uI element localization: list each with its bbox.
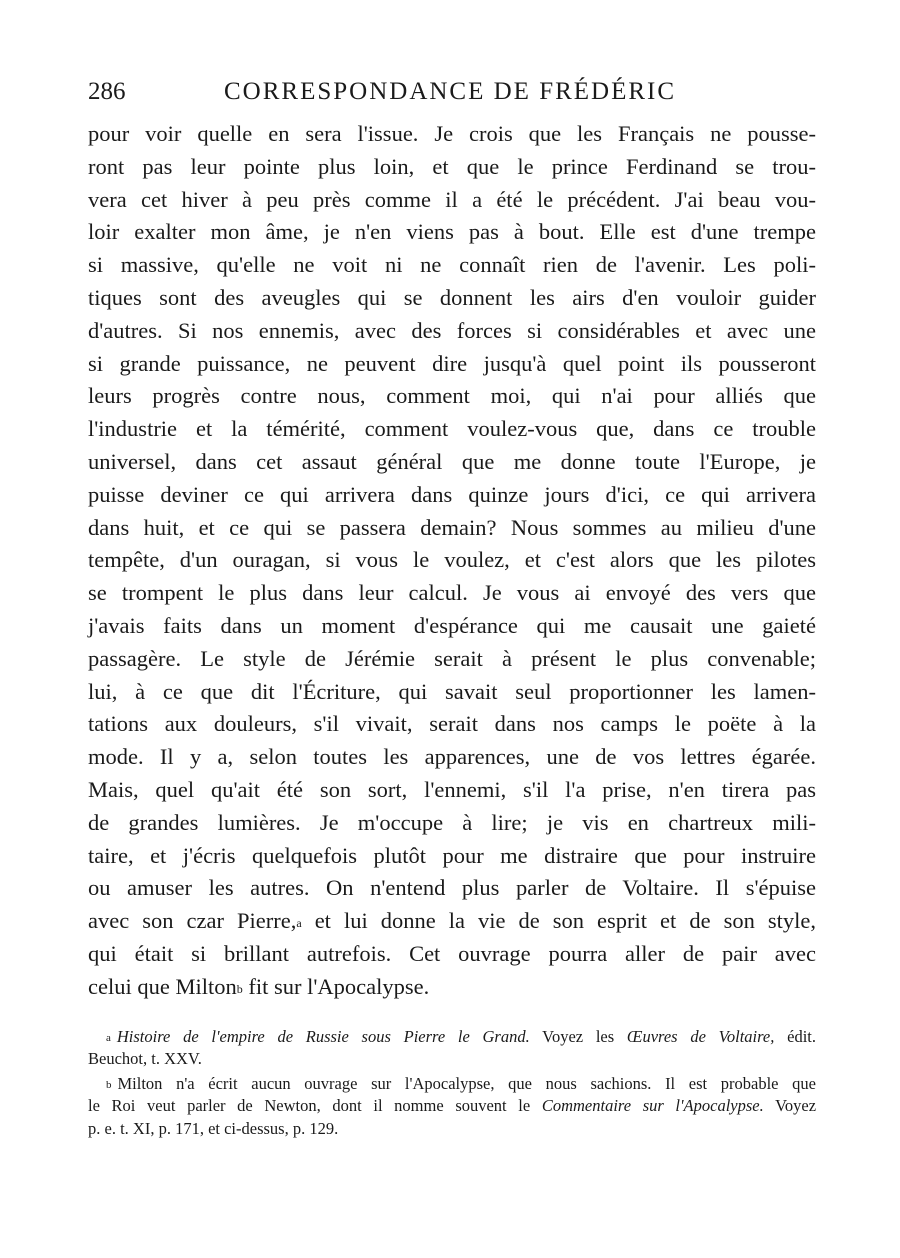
footnote-b — [88, 1073, 816, 1141]
book-page — [88, 78, 816, 1140]
footnote-text: Voyez — [763, 1096, 817, 1116]
text-line: leurs progrès contre nous, comment moi, qui n'ai pour alliés que — [88, 383, 816, 409]
text-line: lui, à ce que dit l'Écriture, qui savait seul proportionner les lamen- — [88, 678, 816, 704]
text-line: d'autres. Si nos ennemis, avec des forces si considérables et avec une — [88, 317, 816, 343]
text-line: si massive, qu'elle ne voit ni ne connaît rien de l'avenir. Les poli- — [88, 252, 816, 278]
text-line: vera cet hiver à peu près comme il a été le précédent. J'ai beau vou- — [88, 186, 816, 212]
text-segment: et lui donne la vie de son esprit et de son style, — [301, 908, 816, 934]
footnote-text: Milton n'a écrit aucun ouvrage sur l'Apocalypse, que nous sachions. Il est probable que — [117, 1073, 816, 1093]
footnote-italic: Histoire de l'empire de Russie sous Pierre le Grand. — [116, 1026, 530, 1046]
footnote-mark: a — [106, 1031, 111, 1044]
footnote-line — [88, 1073, 816, 1096]
footnote-ref-a[interactable]: a — [296, 916, 302, 931]
text-line: tempête, d'un ouragan, si vous le voulez, et c'est alors que les pilotes — [88, 547, 816, 573]
text-line: si grande puissance, ne peuvent dire jusqu'à quel point ils pousseront — [88, 350, 816, 376]
page-number: 286 — [88, 78, 126, 105]
text-line: puisse deviner ce qui arrivera dans quinze jours d'ici, ce qui arrivera — [88, 481, 816, 507]
footnote-line: p. e. t. XI, p. 171, et ci-dessus, p. 129. — [88, 1118, 339, 1138]
footnote-a — [88, 1026, 816, 1071]
text-line-with-footnote-b — [88, 971, 816, 1004]
text-line: dans huit, et ce qui se passera demain? Nous sommes au milieu d'une — [88, 514, 816, 540]
footnote-text: Voyez les — [529, 1026, 627, 1046]
footnote-line: Beuchot, t. XXV. — [88, 1049, 202, 1069]
text-segment: avec son czar Pierre, — [88, 908, 297, 934]
text-line: qui était si brillant autrefois. Cet ouvrage pourra aller de pair avec — [88, 940, 816, 966]
footnote-italic: Commentaire sur l'Apocalypse. — [541, 1096, 764, 1116]
text-line: loir exalter mon âme, je n'en viens pas à bout. Elle est d'une trempe — [88, 219, 816, 245]
footnote-text: édit. — [774, 1026, 816, 1046]
text-line: j'avais faits dans un moment d'espérance qui me causait une gaieté — [88, 612, 816, 638]
footnote-line — [88, 1095, 816, 1118]
text-line: taire, et j'écris quelquefois plutôt pour me distraire que pour instruire — [88, 842, 816, 868]
footnote-italic: Œuvres de Voltaire, — [626, 1026, 775, 1046]
text-line: se trompent le plus dans leur calcul. Je vous ai envoyé des vers que — [88, 580, 816, 606]
text-segment: celui que Milton — [88, 973, 237, 999]
footnote-line — [88, 1026, 816, 1049]
footnote-text: le Roi veut parler de Newton, dont il nomme souvent le — [88, 1096, 542, 1116]
body-text — [88, 118, 816, 1004]
text-line: universel, dans cet assaut général que me donne toute l'Europe, je — [88, 448, 816, 474]
text-line: de grandes lumières. Je m'occupe à lire; je vis en chartreux mili- — [88, 809, 816, 835]
text-line: tations aux douleurs, s'il vivait, serait dans nos camps le poëte à la — [88, 711, 816, 737]
text-segment: fit sur l'Apocalypse. — [242, 973, 430, 999]
footnote-ref-b[interactable]: b — [236, 981, 243, 996]
text-line: Mais, quel qu'ait été son sort, l'ennemi, s'il l'a prise, n'en tirera pas — [88, 776, 816, 802]
text-line: mode. Il y a, selon toutes les apparences, une de vos lettres égarée. — [88, 744, 816, 770]
footnote-mark: b — [106, 1078, 112, 1091]
running-head — [88, 78, 816, 114]
text-line: l'industrie et la témérité, comment voulez-vous que, dans ce trouble — [88, 416, 816, 442]
text-line-with-footnote-a — [88, 905, 816, 938]
text-line: ou amuser les autres. On n'entend plus parler de Voltaire. Il s'épuise — [88, 875, 816, 901]
running-title: CORRESPONDANCE DE FRÉDÉRIC — [224, 78, 677, 105]
footnotes — [88, 1026, 816, 1141]
text-line: passagère. Le style de Jérémie serait à présent le plus convenable; — [88, 645, 816, 671]
text-line: tiques sont des aveugles qui se donnent les airs d'en vouloir guider — [88, 284, 816, 310]
text-line: pour voir quelle en sera l'issue. Je crois que les Français ne pousse- — [88, 121, 816, 146]
text-line: ront pas leur pointe plus loin, et que le prince Ferdinand se trou- — [88, 153, 816, 179]
